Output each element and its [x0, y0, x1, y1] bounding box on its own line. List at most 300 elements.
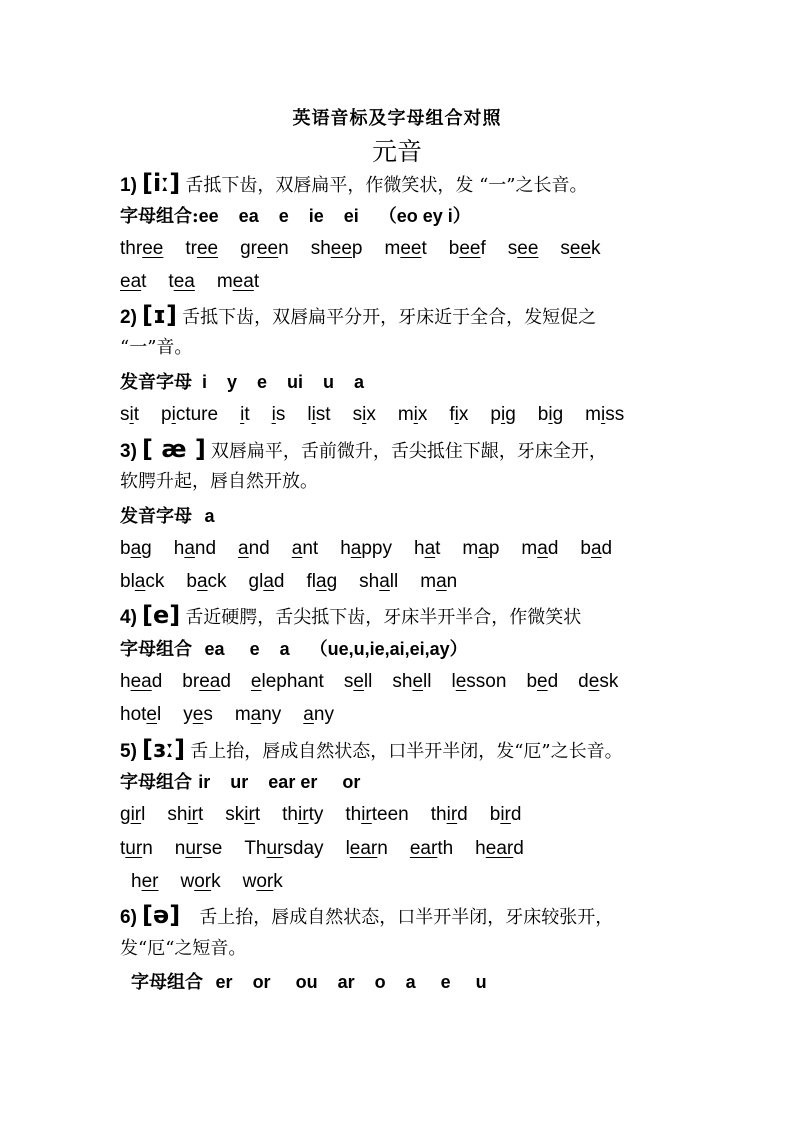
example-word: [359, 567, 398, 597]
word-part: th: [345, 804, 362, 825]
example-word: [345, 800, 408, 830]
s3-words-line2: [120, 567, 457, 597]
example-word: [490, 400, 515, 430]
word-part: d: [510, 804, 522, 825]
word-part: y: [183, 704, 193, 725]
word-part: h: [173, 538, 185, 559]
example-word: [306, 567, 337, 597]
underlined-letters: ir: [298, 804, 309, 825]
example-word: [180, 867, 220, 897]
s3-number: 3): [120, 441, 137, 462]
word-part: t: [133, 404, 140, 425]
word-part: sh: [167, 804, 188, 825]
word-part: k: [273, 871, 283, 892]
word-part: bl: [120, 571, 135, 592]
word-part: sh: [310, 238, 331, 259]
s1-heading: [120, 168, 587, 198]
underlined-letters: ir: [446, 804, 458, 825]
underlined-letters: or: [194, 871, 212, 892]
underlined-letters: i: [362, 404, 367, 425]
example-word: [217, 267, 259, 297]
word-part: s: [120, 404, 130, 425]
example-word: [578, 667, 618, 697]
example-word: [235, 700, 281, 730]
s5-words-line1: [120, 800, 521, 830]
word-part: m: [585, 404, 601, 425]
s6-phonetic-symbol: [ə]: [142, 901, 181, 929]
word-part: fl: [306, 571, 316, 592]
word-part: g: [326, 571, 338, 592]
example-word: [168, 267, 194, 297]
s6-description-cont: 发“厄“之短音。: [120, 938, 247, 959]
example-word: [414, 534, 440, 564]
word-part: w: [180, 871, 195, 892]
example-word: [131, 867, 158, 897]
underlined-letters: i: [311, 404, 316, 425]
example-word: [449, 234, 486, 264]
s6-combinations: [131, 967, 487, 997]
s4-combo-letters: ea e a （ue,u,ie,ai,ei,ay）: [204, 639, 468, 659]
word-part: t: [141, 271, 147, 292]
word-part: d: [547, 538, 559, 559]
word-part: b: [537, 404, 549, 425]
example-word: [521, 534, 558, 564]
example-word: [585, 400, 624, 430]
word-part: tr: [185, 238, 197, 259]
word-part: sh: [392, 671, 413, 692]
word-part: ll: [423, 671, 432, 692]
example-word: [538, 400, 563, 430]
example-word: [249, 567, 285, 597]
word-part: s: [352, 404, 363, 425]
s4-combo-label: 字母组合: [120, 639, 192, 660]
word-part: t: [244, 404, 250, 425]
underlined-letters: ee: [459, 238, 481, 259]
word-part: b: [448, 238, 460, 259]
word-part: s: [203, 704, 213, 725]
word-part: h: [413, 538, 425, 559]
page-title: 英语音标及字母组合对照: [292, 108, 502, 129]
example-word: [120, 567, 164, 597]
s5-combo-label: 字母组合: [120, 772, 192, 793]
underlined-letters: a: [184, 538, 195, 559]
underlined-letters: ee: [256, 238, 279, 259]
underlined-letters: er: [141, 871, 159, 892]
example-word: [120, 267, 146, 297]
word-part: n: [377, 838, 388, 859]
s1-words-line2: [120, 267, 259, 297]
word-part: d: [547, 671, 559, 692]
underlined-letters: ea: [232, 271, 254, 292]
s1-description: 舌抵下齿，双唇扁平，作微笑状，发 “一”之长音。: [185, 175, 588, 196]
s1-combinations: [120, 201, 471, 231]
example-word: [292, 534, 318, 564]
example-word: [161, 400, 218, 430]
word-part: m: [397, 404, 414, 425]
example-word: [120, 700, 161, 730]
example-word: [392, 667, 431, 697]
s5-combinations: [120, 767, 360, 797]
word-part: t: [168, 271, 174, 292]
example-word: [120, 400, 139, 430]
word-part: g: [120, 804, 131, 825]
example-word: [167, 800, 203, 830]
example-word: [303, 700, 334, 730]
example-word: [475, 834, 524, 864]
word-part: m: [384, 238, 401, 259]
underlined-letters: a: [303, 704, 314, 725]
underlined-letters: a: [436, 571, 447, 592]
s1-words-line1: [120, 234, 601, 264]
underlined-letters: e: [455, 671, 467, 692]
s3-words-line1: [120, 534, 612, 564]
example-word: [240, 234, 289, 264]
s1-combo-label: 字母组合:: [120, 206, 199, 227]
word-part: m: [420, 571, 437, 592]
word-part: ck: [207, 571, 227, 592]
example-word: [225, 800, 260, 830]
s1-combo-letters: ee ea e ie ei （eo ey i）: [198, 206, 471, 226]
word-part: h: [475, 838, 486, 859]
word-part: l: [345, 838, 350, 859]
example-word: [449, 400, 468, 430]
word-part: d: [578, 671, 589, 692]
word-part: cture: [175, 404, 219, 425]
word-part: d: [151, 671, 163, 692]
example-word: [243, 867, 283, 897]
s2-combinations: [120, 367, 364, 397]
word-part: ll: [389, 571, 399, 592]
word-part: d: [220, 671, 231, 692]
example-word: [398, 400, 428, 430]
s3-description-cont: 软腭升起，唇自然开放。: [120, 471, 318, 492]
word-part: m: [234, 704, 251, 725]
underlined-letters: i: [500, 404, 506, 425]
word-part: sson: [466, 671, 507, 692]
s5-phonetic-symbol: [ɜː]: [142, 735, 186, 763]
word-part: h: [120, 671, 131, 692]
underlined-letters: e: [353, 671, 364, 692]
underlined-letters: a: [478, 538, 489, 559]
example-word: [580, 534, 612, 564]
word-part: d: [513, 838, 524, 859]
example-word: [186, 567, 226, 597]
word-part: w: [242, 871, 257, 892]
word-part: x: [366, 404, 376, 425]
word-part: s: [275, 404, 286, 425]
s5-words-line2: [120, 834, 524, 864]
underlined-letters: ea: [173, 271, 195, 292]
s6-combo-label: 字母组合: [131, 972, 203, 993]
word-part: ty: [308, 804, 324, 825]
example-word: [183, 700, 213, 730]
underlined-letters: a: [291, 538, 303, 559]
underlined-letters: i: [548, 404, 553, 425]
word-part: x: [417, 404, 428, 425]
s3-combo-label: 发音字母: [120, 506, 192, 527]
example-word: [490, 800, 522, 830]
example-word: [120, 234, 163, 264]
word-part: th: [282, 804, 298, 825]
s6-number: 6): [120, 907, 137, 928]
word-part: k: [591, 238, 601, 259]
word-part: g: [505, 404, 516, 425]
example-word: [560, 234, 600, 264]
word-part: s: [343, 671, 354, 692]
underlined-letters: e: [537, 671, 548, 692]
word-part: t: [421, 238, 427, 259]
s1-number: 1): [120, 175, 137, 196]
underlined-letters: e: [412, 671, 424, 692]
word-part: m: [462, 538, 479, 559]
underlined-letters: ee: [517, 238, 539, 259]
underlined-letters: ear: [349, 838, 378, 859]
word-part: br: [182, 671, 200, 692]
word-part: l: [451, 671, 456, 692]
word-part: p: [161, 404, 172, 425]
s3-heading: [120, 434, 607, 464]
underlined-letters: ee: [196, 238, 219, 259]
underlined-letters: or: [256, 871, 274, 892]
word-part: p: [488, 538, 500, 559]
word-part: n: [174, 838, 186, 859]
example-word: [353, 400, 376, 430]
word-part: p: [490, 404, 501, 425]
underlined-letters: ea: [199, 671, 221, 692]
s2-number: 2): [120, 307, 137, 328]
underlined-letters: a: [130, 538, 142, 559]
word-part: p: [351, 238, 363, 259]
example-word: [120, 667, 162, 697]
underlined-letters: ir: [500, 804, 511, 825]
underlined-letters: a: [424, 538, 436, 559]
underlined-letters: e: [146, 704, 157, 725]
underlined-letters: i: [129, 404, 134, 425]
s5-number: 5): [120, 741, 137, 762]
example-word: [508, 234, 539, 264]
underlined-letters: a: [134, 571, 146, 592]
word-part: n: [278, 238, 289, 259]
example-word: [344, 667, 373, 697]
s2-phonetic-symbol: [ɪ]: [142, 301, 178, 329]
s4-description: 舌近硬腭，舌尖抵下齿，牙床半开半合，作微笑状: [185, 607, 582, 628]
page-subtitle: 元音: [371, 137, 422, 166]
s6-combo-letters: er or ou ar o a e u: [215, 972, 487, 992]
s6-description: 舌上抬，唇成自然状态，口半开半闭，牙床较张开，: [199, 907, 614, 928]
underlined-letters: i: [171, 404, 176, 425]
word-part: x: [458, 404, 469, 425]
s3-phonetic-symbol: [ æ ]: [142, 435, 206, 463]
underlined-letters: ir: [187, 804, 199, 825]
underlined-letters: ur: [185, 838, 203, 859]
underlined-letters: ear: [485, 838, 514, 859]
word-part: sh: [359, 571, 380, 592]
underlined-letters: ee: [400, 238, 422, 259]
underlined-letters: ee: [569, 238, 592, 259]
word-part: t: [198, 804, 204, 825]
word-part: gr: [240, 238, 257, 259]
word-part: th: [430, 804, 447, 825]
word-part: st: [315, 404, 331, 425]
example-word: [120, 834, 153, 864]
example-word: [410, 834, 453, 864]
word-part: gl: [248, 571, 264, 592]
word-part: t: [254, 804, 261, 825]
underlined-letters: ee: [142, 238, 164, 259]
example-word: [240, 400, 250, 430]
word-part: nd: [248, 538, 270, 559]
word-part: b: [489, 804, 501, 825]
underlined-letters: ir: [361, 804, 372, 825]
word-part: ppy: [361, 538, 392, 559]
word-part: lephant: [261, 671, 324, 692]
underlined-letters: a: [196, 571, 208, 592]
example-word: [462, 534, 499, 564]
example-word: [346, 834, 388, 864]
word-part: t: [253, 271, 260, 292]
word-part: b: [526, 671, 538, 692]
s4-phonetic-symbol: [e]: [142, 601, 181, 629]
underlined-letters: a: [238, 538, 249, 559]
underlined-letters: i: [454, 404, 459, 425]
example-word: [174, 534, 216, 564]
example-word: [185, 234, 218, 264]
s4-heading: [120, 600, 581, 630]
underlined-letters: i: [240, 404, 245, 425]
word-part: nd: [194, 538, 217, 559]
word-part: sk: [599, 671, 619, 692]
word-part: sday: [283, 838, 324, 859]
underlined-letters: ear: [409, 838, 438, 859]
s6-heading: [120, 900, 613, 930]
word-part: sk: [225, 804, 245, 825]
underlined-letters: ir: [130, 804, 142, 825]
word-part: b: [120, 538, 131, 559]
example-word: [526, 667, 558, 697]
underlined-letters: a: [350, 538, 362, 559]
word-part: s: [560, 238, 570, 259]
word-part: f: [480, 238, 486, 259]
word-part: thr: [120, 238, 143, 259]
underlined-letters: e: [192, 704, 204, 725]
word-part: g: [141, 538, 152, 559]
s3-combo-letters: a: [204, 506, 215, 526]
s3-combinations: [120, 501, 215, 531]
s1-phonetic-symbol: [iː]: [142, 169, 181, 197]
example-word: [311, 234, 363, 264]
example-word: [244, 834, 323, 864]
s5-combo-letters: ir ur ear er or: [198, 772, 361, 792]
word-part: b: [580, 538, 591, 559]
underlined-letters: ur: [125, 838, 143, 859]
word-part: s: [507, 238, 518, 259]
word-part: d: [273, 571, 285, 592]
underlined-letters: a: [250, 704, 262, 725]
word-part: se: [202, 838, 223, 859]
example-word: [451, 667, 506, 697]
s4-words-line2: [120, 700, 334, 730]
word-part: b: [186, 571, 197, 592]
s2-heading: [120, 300, 596, 330]
s4-combinations: [120, 634, 468, 664]
word-part: ss: [605, 404, 625, 425]
s2-combo-letters: i y e ui u a: [192, 372, 365, 392]
s2-description: 舌抵下齿，双唇扁平分开，牙床近于全合，发短促之: [182, 307, 597, 328]
word-part: d: [601, 538, 613, 559]
example-word: [175, 834, 223, 864]
underlined-letters: ea: [120, 271, 142, 292]
word-part: n: [142, 838, 153, 859]
underlined-letters: ir: [244, 804, 255, 825]
s5-description: 舌上抬，唇成自然状态，口半开半闭，发“厄”之长音。: [190, 741, 623, 762]
word-part: k: [211, 871, 221, 892]
underlined-letters: a: [537, 538, 548, 559]
word-part: h: [131, 871, 142, 892]
underlined-letters: e: [250, 671, 262, 692]
underlined-letters: ea: [130, 671, 152, 692]
underlined-letters: a: [263, 571, 274, 592]
underlined-letters: i: [413, 404, 418, 425]
word-part: t: [435, 538, 441, 559]
example-word: [282, 800, 323, 830]
word-part: g: [552, 404, 564, 425]
word-part: t: [120, 838, 126, 859]
underlined-letters: a: [315, 571, 327, 592]
example-word: [307, 400, 330, 430]
example-word: [340, 534, 392, 564]
s4-words-line1: [120, 667, 618, 697]
example-word: [238, 534, 270, 564]
example-word: [272, 400, 286, 430]
s5-heading: [120, 734, 623, 764]
s2-combo-label: 发音字母: [120, 372, 192, 393]
word-part: nt: [302, 538, 319, 559]
word-part: f: [449, 404, 455, 425]
example-word: [431, 800, 468, 830]
underlined-letters: a: [379, 571, 390, 592]
word-part: l: [141, 804, 146, 825]
s2-description-cont: “一”音。: [120, 337, 193, 358]
word-part: m: [521, 538, 538, 559]
word-part: n: [446, 571, 458, 592]
word-part: Th: [244, 838, 267, 859]
word-part: ny: [261, 704, 282, 725]
underlined-letters: i: [271, 404, 276, 425]
word-part: l: [307, 404, 312, 425]
underlined-letters: ee: [330, 238, 352, 259]
example-word: [120, 534, 152, 564]
word-part: hot: [120, 704, 147, 725]
underlined-letters: i: [601, 404, 606, 425]
example-word: [385, 234, 427, 264]
word-part: ll: [363, 671, 373, 692]
example-word: [420, 567, 457, 597]
word-part: h: [340, 538, 351, 559]
word-part: l: [157, 704, 162, 725]
s2-words-line1: [120, 400, 624, 430]
word-part: m: [216, 271, 233, 292]
example-word: [120, 800, 145, 830]
s3-description: 双唇扁平，舌前微升，舌尖抵住下龈，牙床全开，: [210, 441, 607, 462]
word-part: ny: [313, 704, 334, 725]
underlined-letters: e: [588, 671, 600, 692]
word-part: th: [437, 838, 454, 859]
underlined-letters: ur: [266, 838, 284, 859]
word-part: teen: [371, 804, 409, 825]
s5-words-line3: [131, 867, 283, 897]
example-word: [251, 667, 324, 697]
word-part: ck: [145, 571, 165, 592]
